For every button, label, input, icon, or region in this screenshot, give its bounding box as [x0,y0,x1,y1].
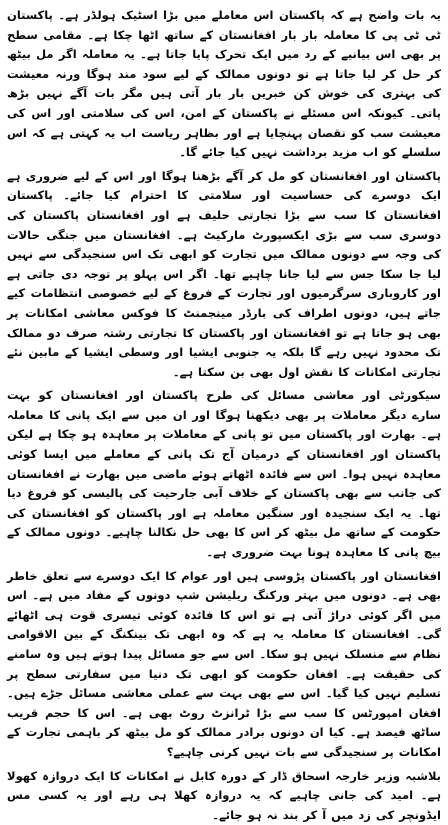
article-body [7,6,441,822]
article-paragraph: پاکستان اور افغانستان کو مل کر آگے بڑھنا ہوگا اور اس کے لیے ضروری ہے ایک دوسرے کی حساسیت اور سلامتی کا احترام کیا جائے۔ پاکستان افغانستان کا سب سے بڑا تجارتی حلیف ہے اور افغانستان پاکستان کی دوسری سب سے بڑی ایکسپورٹ مارکیٹ ہے۔ افغانستان میں جنگی حالات کی وجہ سے دونوں ممالک میں تجارت کو ابھی تک اس سنجیدگی سے نہیں لیا جا سکا جس سے لیا جانا چاہیے تھا۔ اگر اس پہلو پر توجہ دی جاتی ہے اور کاروباری سرگرمیوں اور تجارت کے فروغ کے لیے خصوصی انتظامات کیے جاتے ہیں، دونوں اطراف کی بارڈر مینجمنٹ کا فوکس معاشی امکانات پر بھی ہو جاتا ہے تو افغانستان اور پاکستان کا تجارتی رشتہ صرف دو ممالک تک محدود نہیں رہے گا بلکہ یہ جنوبی ایشیا اور وسطی ایشیا کے مابین نئے تجارتی امکانات کا نقش اول بھی بن سکتا ہے۔ [7,168,441,379]
article-paragraph: بلاشبہ وزیر خارجہ اسحاق ڈار کے دورہ کابل نے امکانات کا ایک دروازہ کھولا ہے۔ امید کی جانی چاہیے کہ یہ دروازہ کھلا ہی رہے اور یہ کسی مس ایڈونچر کی زد میں آ کر بند نہ ہو جائے۔ [7,768,441,822]
article-paragraph: یہ بات واضح ہے کہ پاکستان اس معاملے میں بڑا اسٹیک ہولڈر ہے۔ پاکستان ٹی ٹی پی کا معاملہ بار بار افغانستان کے ساتھ اٹھا چکا ہے۔ مقامی سطح پر بھی اس بیانیے کے رد میں ایک تحرک پایا جاتا ہے۔ یہ معاملہ اگر مل بیٹھ کر حل کر لیا جاتا ہے تو دونوں ممالک کے لیے سود مند ہوگا ورنہ معیشت کی بہتری کی خوش کن خبریں بار بار آتی ہیں مگر بات آگے نہیں بڑھ پاتی۔ کیونکہ اس مسئلے نے پاکستان کے امن، اس کی سلامتی اور اس کی معیشت سب کو نقصان پہنچایا ہے اور بظاہر ریاست اب یہ کہتی ہے کہ اس سلسلے کو اب مزید برداشت نہیں کیا جائے گا۔ [7,8,441,160]
article-paragraph: سیکورٹی اور معاشی مسائل کی طرح پاکستان اور افغانستان کو بہت سارے دیگر معاملات پر بھی دیکھنا ہوگا اور ان میں سے ایک پانی کا معاملہ ہے۔ بھارت اور پاکستان میں تو پانی کے معاملات پر معاہدہ ہو چکا ہے لیکن پاکستان اور افغانستان کے درمیان آج تک پانی کے معاملے میں ایسا کوئی معاہدہ نہیں ہوا۔ اس سے فائدہ اٹھاتے ہوئے ماضی میں بھارت نے افغانستان کی جانب سے بھی پاکستان کے خلاف آبی جارحیت کی پالیسی کو فروغ دیا تھا۔ یہ ایک سنجیدہ اور سنگین معاملہ ہے اور پاکستان کو افغانستان کی حکومت کے ساتھ مل بیٹھ کر اس کا بھی حل نکالنا چاہیے۔ دونوں ممالک کے بیچ پانی کا معاہدہ ہونا بہت ضروری ہے۔ [7,388,441,560]
article-paragraph: افغانستان اور پاکستان پڑوسی ہیں اور عوام کا ایک دوسرے سے تعلق خاطر بھی ہے۔ دونوں میں بہتر ورکنگ ریلیشن شپ دونوں کے مفاد میں ہے۔ اس میں اگر کوئی دراڑ آتی ہے تو اس کا فائدہ کوئی تیسری قوت ہی اٹھائے گی۔ افغانستان کا معاملہ یہ ہے کہ وہ ابھی تک بینکنگ کے بین الاقوامی نظام سے منسلک نہیں ہو سکا۔ اس سے جو مسائل پیدا ہوتے ہیں وہ سامنے کی حقیقت ہے۔ افغان حکومت کو ابھی تک دنیا میں سفارتی سطح پر تسلیم نہیں کیا گیا۔ اس سے بھی بہت سے عملی معاشی مسائل جڑے ہیں۔ افغان امپورٹس کا سب سے بڑا ٹرانزٹ روٹ بھی ہے۔ اس کا حجم قریب ساٹھ فیصد ہے۔ کیا ان دونوں برادر ممالک کو مل بیٹھ کر باہمی تجارت کے امکانات پر سنجیدگی سے بات نہیں کرنی چاہیے؟ [7,568,441,759]
